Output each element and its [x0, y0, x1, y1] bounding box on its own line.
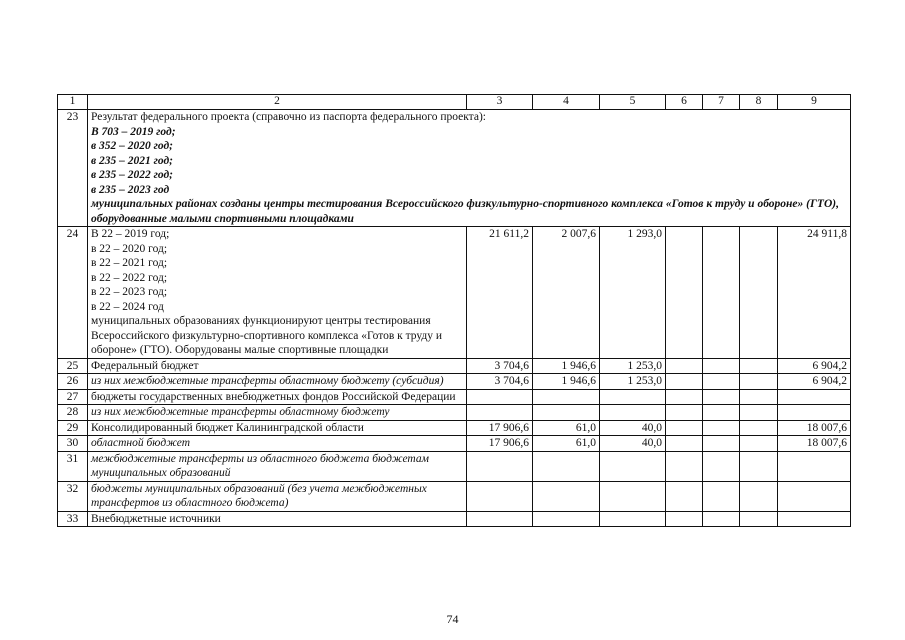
result-description: муниципальных образованиях функционируют центры тестирования Всероссийского физкультурно-спортивного комплекса «Готов к труду и обороне» (ГТО). Оборудованы малые спортивные площадки	[91, 315, 443, 356]
value-cell	[600, 389, 666, 405]
result-line: в 22 – 2022 год;	[91, 271, 168, 284]
row-label: бюджеты государственных внебюджетных фондов Российской Федерации	[88, 389, 467, 405]
value-cell	[703, 374, 740, 390]
total-cell	[778, 405, 851, 421]
value-cell	[703, 420, 740, 436]
table-row	[58, 420, 851, 436]
value-cell	[703, 389, 740, 405]
value-cell	[467, 405, 533, 421]
table-row	[58, 481, 851, 511]
project-result-line: в 235 – 2021 год;	[91, 154, 174, 167]
result-line: в 22 – 2020 год;	[91, 242, 168, 255]
value-cell	[666, 358, 703, 374]
value-cell: 40,0	[600, 436, 666, 452]
value-cell	[666, 481, 703, 511]
value-cell: 17 906,6	[467, 436, 533, 452]
header-cell: 7	[703, 95, 740, 110]
total-cell	[778, 451, 851, 481]
value-cell	[467, 389, 533, 405]
header-cell: 8	[740, 95, 778, 110]
value-cell: 1 253,0	[600, 358, 666, 374]
row-number: 26	[58, 374, 88, 390]
value-cell	[467, 511, 533, 527]
row-number: 31	[58, 451, 88, 481]
project-result-line: В 703 – 2019 год;	[91, 125, 176, 138]
header-cell: 2	[88, 95, 467, 110]
value-cell: 61,0	[533, 436, 600, 452]
table-row	[58, 405, 851, 421]
total-cell	[778, 481, 851, 511]
table-row	[58, 374, 851, 390]
value-cell	[533, 511, 600, 527]
value-cell: 1 946,6	[533, 358, 600, 374]
result-line: в 22 – 2021 год;	[91, 257, 168, 269]
table-row	[58, 451, 851, 481]
total-cell: 6 904,2	[778, 358, 851, 374]
value-cell	[740, 451, 778, 481]
row-label: Внебюджетные источники	[88, 511, 467, 527]
value-cell	[666, 420, 703, 436]
value-cell	[703, 405, 740, 421]
table-row	[58, 436, 851, 452]
value-cell	[666, 405, 703, 421]
row-number: 27	[58, 389, 88, 405]
row-number: 25	[58, 358, 88, 374]
value-cell	[740, 420, 778, 436]
header-row	[58, 95, 851, 110]
value-cell	[703, 227, 740, 359]
value-cell	[740, 374, 778, 390]
row-label: Консолидированный бюджет Калининградской области	[88, 420, 467, 436]
row-number: 23	[58, 110, 88, 227]
header-cell: 1	[58, 95, 88, 110]
header-cell: 4	[533, 95, 600, 110]
value-cell: 3 704,6	[467, 358, 533, 374]
header-cell: 6	[666, 95, 703, 110]
budget-table	[57, 94, 851, 527]
value-cell: 21 611,2	[467, 227, 533, 359]
value-cell	[533, 481, 600, 511]
table-row	[58, 110, 851, 227]
value-cell	[740, 511, 778, 527]
value-cell	[600, 451, 666, 481]
row-label: из них межбюджетные трансферты областному бюджету	[88, 405, 467, 421]
value-cell	[467, 481, 533, 511]
value-cell	[740, 436, 778, 452]
value-cell	[533, 405, 600, 421]
value-cell	[740, 358, 778, 374]
total-cell: 6 904,2	[778, 374, 851, 390]
value-cell	[600, 405, 666, 421]
project-result-line: в 352 – 2020 год;	[91, 140, 174, 152]
result-line: в 22 – 2023 год;	[91, 286, 168, 298]
project-result-cell	[88, 110, 851, 227]
row-number: 28	[58, 405, 88, 421]
row-label: областной бюджет	[88, 436, 467, 452]
result-line: в 22 – 2024 год	[91, 300, 164, 313]
budget-rows	[58, 358, 851, 527]
value-cell	[703, 436, 740, 452]
row-number: 24	[58, 227, 88, 359]
row-number: 32	[58, 481, 88, 511]
value-cell	[740, 481, 778, 511]
value-cell: 1 293,0	[600, 227, 666, 359]
value-cell	[600, 481, 666, 511]
row-label: Федеральный бюджет	[88, 358, 467, 374]
header-cell: 5	[600, 95, 666, 110]
result-line: В 22 – 2019 год;	[91, 228, 170, 240]
row-number: 30	[58, 436, 88, 452]
value-cell: 1 253,0	[600, 374, 666, 390]
total-cell	[778, 389, 851, 405]
total-cell	[778, 511, 851, 527]
value-cell	[666, 451, 703, 481]
row-number: 33	[58, 511, 88, 527]
value-cell	[666, 227, 703, 359]
project-result-line: в 235 – 2023 год	[91, 183, 170, 196]
project-result-description: муниципальных районах созданы центры тестирования Всероссийского физкультурно-спортивного комплекса «Готов к труду и обороне» (ГТО), оборудованные малыми спортивными площадками	[91, 198, 839, 225]
row-label: бюджеты муниципальных образований (без учета межбюджетных трансфертов из областного бюджета)	[88, 481, 467, 511]
value-cell	[740, 227, 778, 359]
value-cell	[703, 481, 740, 511]
result-description-cell	[88, 227, 467, 359]
row-label: межбюджетные трансферты из областного бюджета бюджетам муниципальных образований	[88, 451, 467, 481]
value-cell: 2 007,6	[533, 227, 600, 359]
value-cell: 3 704,6	[467, 374, 533, 390]
value-cell	[740, 405, 778, 421]
value-cell	[666, 436, 703, 452]
value-cell	[533, 451, 600, 481]
value-cell	[666, 511, 703, 527]
table-row	[58, 358, 851, 374]
value-cell	[467, 451, 533, 481]
project-result-title: Результат федерального проекта (справочно из паспорта федерального проекта):	[91, 111, 486, 123]
value-cell	[666, 374, 703, 390]
value-cell: 40,0	[600, 420, 666, 436]
value-cell	[533, 389, 600, 405]
value-cell	[703, 511, 740, 527]
total-cell: 24 911,8	[778, 227, 851, 359]
row-number: 29	[58, 420, 88, 436]
value-cell	[740, 389, 778, 405]
total-cell: 18 007,6	[778, 420, 851, 436]
value-cell	[666, 389, 703, 405]
table-row	[58, 511, 851, 527]
header-cell: 3	[467, 95, 533, 110]
page-number: 74	[446, 612, 459, 626]
value-cell	[703, 451, 740, 481]
row-label: из них межбюджетные трансферты областному бюджету (субсидия)	[88, 374, 467, 390]
value-cell	[703, 358, 740, 374]
value-cell	[600, 511, 666, 527]
value-cell: 1 946,6	[533, 374, 600, 390]
table-row	[58, 389, 851, 405]
table-row	[58, 227, 851, 359]
value-cell: 61,0	[533, 420, 600, 436]
project-result-line: в 235 – 2022 год;	[91, 169, 174, 181]
total-cell: 18 007,6	[778, 436, 851, 452]
value-cell: 17 906,6	[467, 420, 533, 436]
header-cell: 9	[778, 95, 851, 110]
